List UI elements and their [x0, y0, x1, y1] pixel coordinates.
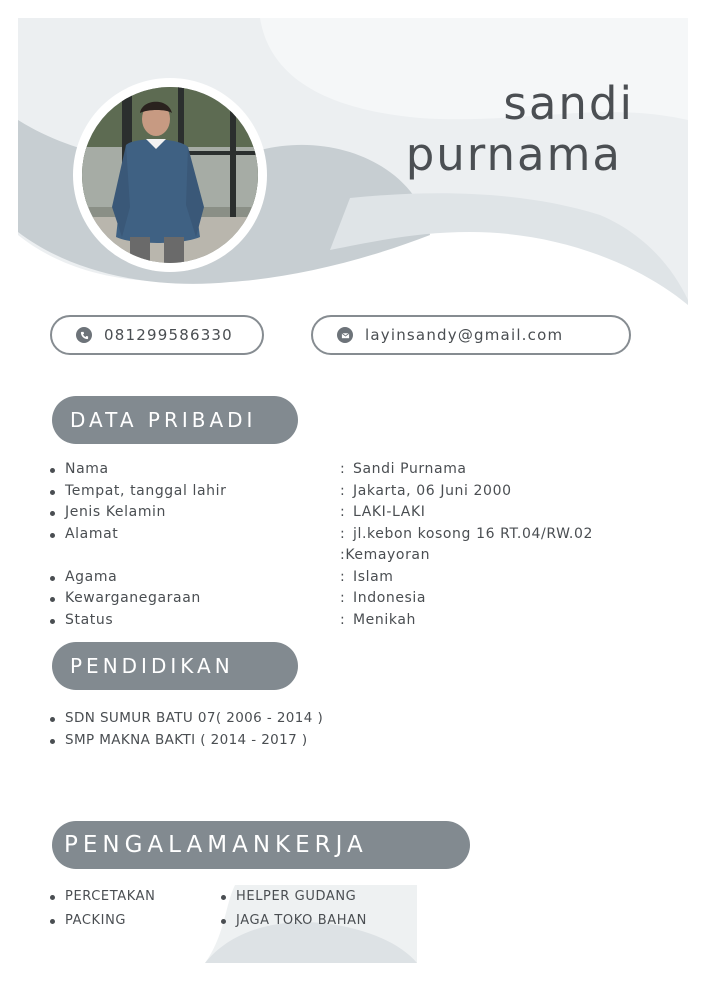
value-citizenship: Indonesia: [353, 590, 427, 606]
mail-icon: [337, 327, 353, 343]
work-list-column-2: [221, 885, 367, 933]
label-birth: Tempat, tanggal lahir: [65, 482, 227, 499]
education-item: SDN SUMUR BATU 07( 2006 - 2014 ): [65, 710, 324, 726]
work-item: JAGA TOKO BAHAN: [236, 913, 367, 928]
first-name: sandi: [503, 77, 634, 130]
list-item-continuation: [50, 545, 650, 567]
full-name: [406, 78, 634, 180]
label-name: Nama: [65, 461, 109, 477]
list-item: [221, 909, 367, 933]
value-address-continuation: :Kemayoran: [340, 547, 431, 563]
list-item: Nama : Sandi Purnama: [50, 459, 650, 481]
section-personal-data: DATA PRIBADI: [52, 396, 298, 444]
label-citizenship: Kewarganegaraan: [65, 590, 201, 606]
education-list: [50, 708, 323, 751]
list-item: Alamat : jl.kebon kosong 16 RT.04/RW.02: [50, 524, 650, 546]
list-item: [221, 885, 367, 909]
value-gender: LAKI-LAKI: [353, 504, 426, 520]
value-birth: Jakarta, 06 Juni 2000: [353, 482, 512, 499]
list-item: Kewarganegaraan : Indonesia: [50, 588, 650, 610]
list-item: Jenis Kelamin : LAKI-LAKI: [50, 502, 650, 524]
list-item: Tempat, tanggal lahir : Jakarta, 06 Juni 2000: [50, 481, 650, 503]
education-item: SMP MAKNA BAKTI ( 2014 - 2017 ): [65, 731, 308, 748]
work-list-column-1: [50, 885, 155, 933]
list-item: [50, 885, 155, 909]
list-item: [50, 708, 323, 730]
personal-data-list: [50, 459, 650, 631]
person-photo-illustration: [82, 87, 258, 263]
work-item: HELPER GUDANG: [236, 889, 357, 904]
value-name: Sandi Purnama: [353, 461, 467, 477]
work-item: PERCETAKAN: [65, 889, 156, 904]
work-item: PACKING: [65, 913, 127, 928]
label-address: Alamat: [65, 525, 119, 542]
value-religion: Islam: [353, 568, 394, 585]
last-name: purnama: [405, 128, 622, 181]
profile-photo: [82, 87, 258, 263]
list-item: Agama : Islam: [50, 567, 650, 589]
list-item: Status : Menikah: [50, 610, 650, 632]
phone-number: 081299586330: [104, 326, 233, 344]
list-item: [50, 909, 155, 933]
email-address: layinsandy@gmail.com: [365, 326, 564, 344]
value-address: jl.kebon kosong 16 RT.04/RW.02: [353, 525, 593, 542]
section-education: PENDIDIKAN: [52, 642, 298, 690]
phone-icon: [76, 327, 92, 343]
list-item: [50, 730, 323, 752]
label-status: Status: [65, 611, 114, 628]
email-pill: [311, 315, 631, 355]
value-status: Menikah: [353, 611, 416, 628]
label-religion: Agama: [65, 568, 118, 585]
section-work-experience: PENGALAMANKERJA: [52, 821, 470, 869]
label-gender: Jenis Kelamin: [65, 504, 167, 520]
phone-pill: [50, 315, 264, 355]
